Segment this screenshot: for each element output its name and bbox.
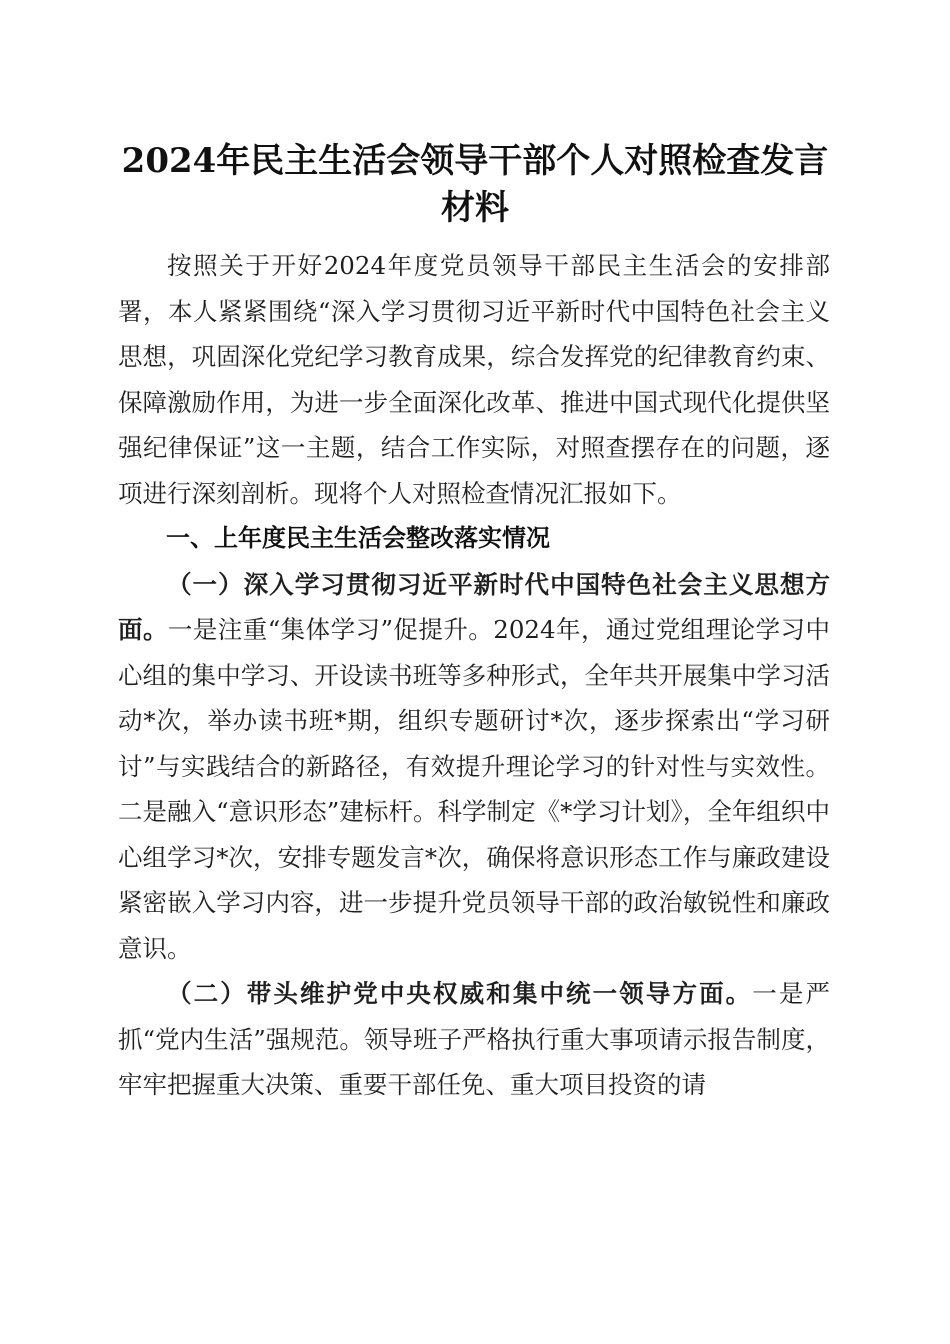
item-paragraph-1 [118, 562, 830, 972]
document-body [118, 243, 830, 1108]
item-body-1: 一是注重“集体学习”促提升。2024年，通过党组理论学习中心组的集中学习、开设读书班等多种形式，全年共开展集中学习活动*次，举办读书班*期，组织专题研讨*次，逐步探索出“学习研讨”与实践结合的新路径，有效提升理论学习的针对性与实效性。二是融入“意识形态”建标杆。科学制定《*学习计划》，全年组织中心组学习*次，安排专题发言*次，确保将意识形态工作与廉政建设紧密嵌入学习内容，进一步提升党员领导干部的政治敏锐性和廉政意识。 [118, 615, 831, 963]
item-lead-2: （二）带头维护党中央权威和集中统一领导方面。 [167, 979, 753, 1008]
intro-paragraph: 按照关于开好2024年度党员领导干部民主生活会的安排部署，本人紧紧围绕“深入学习贯彻习近平新时代中国特色社会主义思想，巩固深化党纪学习教育成果，综合发挥党的纪律教育约束、保障激励作用，为进一步全面深化改革、推进中国式现代化提供坚强纪律保证”这一主题，结合工作实际，对照查摆存在的问题，逐项进行深刻剖析。现将个人对照检查情况汇报如下。 [118, 251, 830, 508]
item-body-2: 一是严抓“党内生活”强规范。领导班子严格执行重大事项请示报告制度，牢牢把握重大决策、重要干部任免、重大项目投资的请 [118, 979, 831, 1099]
section-heading-1: 一、上年度民主生活会整改落实情况 [166, 524, 550, 552]
document-title: 2024年民主生活会领导干部个人对照检查发言材料 [121, 141, 829, 228]
item-lead-1: （一）深入学习贯彻习近平新时代中国特色社会主义思想方面。 [118, 569, 830, 644]
item-paragraph-2 [118, 971, 830, 1108]
